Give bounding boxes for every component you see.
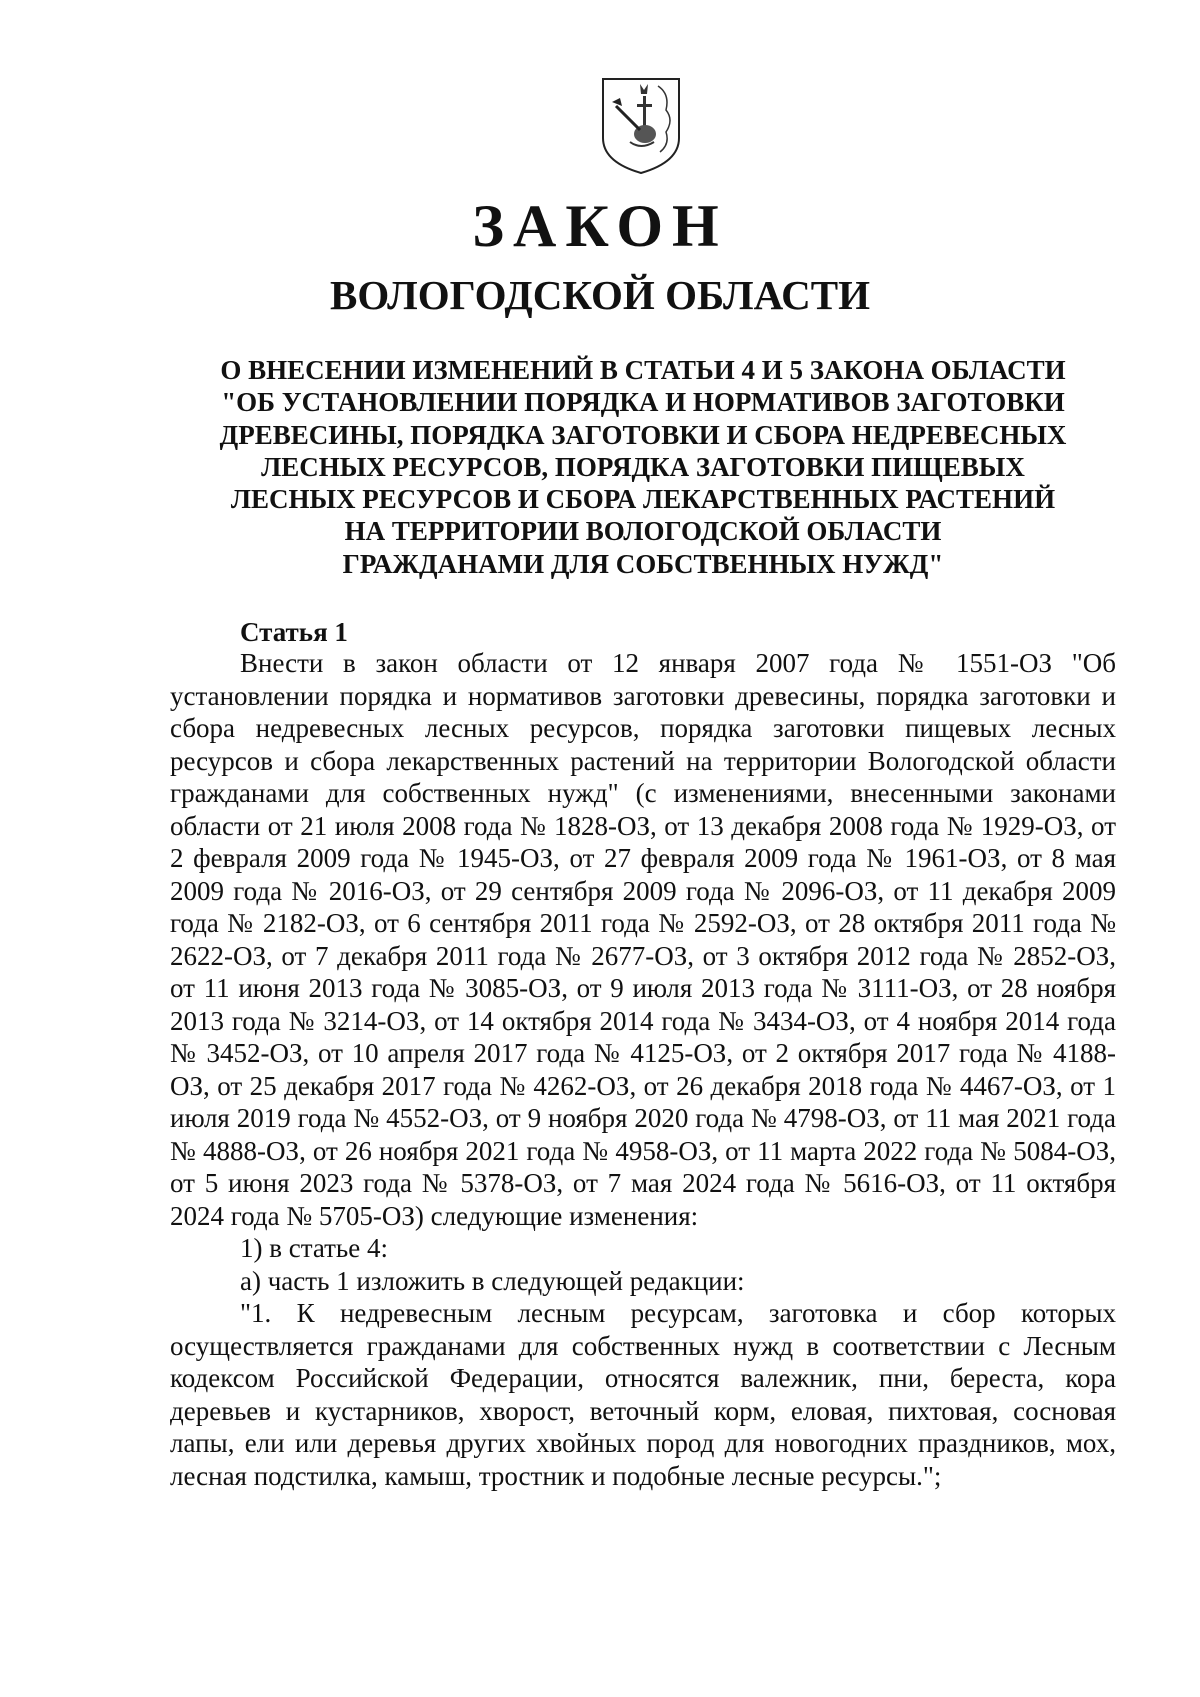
heading-line: ДРЕВЕСИНЫ, ПОРЯДКА ЗАГОТОВКИ И СБОРА НЕДРЕВЕСНЫХ xyxy=(219,419,1067,450)
article-body xyxy=(170,647,1116,1492)
law-heading xyxy=(170,354,1116,580)
quoted-paragraph: "1. К недревесным лесным ресурсам, заготовка и сбор которых осуществляется гражданами для собственных нужд в соответствии с Лесным кодексом Российской Федерации, относятся валежник, пни, береста, кора деревьев и кустарников, хворост, веточный корм, еловая, пихтовая, сосновая лапы, ели или деревья других хвойных пород для новогодних праздников, мох, лесная подстилка, камыш, тростник и подобные лесные ресурсы."; xyxy=(170,1298,1116,1491)
heading-line: ЛЕСНЫХ РЕСУРСОВ И СБОРА ЛЕКАРСТВЕННЫХ РАСТЕНИЙ xyxy=(230,484,1056,515)
heading-line: ГРАЖДАНАМИ ДЛЯ СОБСТВЕННЫХ НУЖД" xyxy=(342,548,944,579)
heading-line: ЛЕСНЫХ РЕСУРСОВ, ПОРЯДКА ЗАГОТОВКИ ПИЩЕВЫХ xyxy=(261,451,1025,482)
heading-line: НА ТЕРРИТОРИИ ВОЛОГОДСКОЙ ОБЛАСТИ xyxy=(344,516,942,547)
heading-line: О ВНЕСЕНИИ ИЗМЕНЕНИЙ В СТАТЬИ 4 И 5 ЗАКОНА ОБЛАСТИ xyxy=(220,355,1066,385)
law-title: ЗАКОН xyxy=(472,193,728,259)
item-1a: а) часть 1 изложить в следующей редакции: xyxy=(240,1265,745,1296)
region-title: ВОЛОГОДСКОЙ ОБЛАСТИ xyxy=(329,272,871,318)
item-1: 1) в статье 4: xyxy=(240,1233,388,1263)
coat-of-arms-icon xyxy=(600,76,682,176)
heading-line: "ОБ УСТАНОВЛЕНИИ ПОРЯДКА И НОРМАТИВОВ ЗАГОТОВКИ xyxy=(221,387,1065,418)
article-title: Статья 1 xyxy=(240,617,348,647)
article-intro-paragraph: Внести в закон области от 12 января 2007 года № 1551-ОЗ "Об установлении порядка и нормативов заготовки древесины, порядка заготовки и сбора недревесных лесных ресурсов, порядка заготовки пищевых лесных ресурсов и сбора лекарственных растений на территории Вологодской области гражданами для собственных нужд" (с изменениями, внесенными законами области от 21 июля 2008 года № 1828-ОЗ, от 13 декабря 2008 года № 1929-ОЗ, от 2 февраля 2009 года № 1945-ОЗ, от 27 февраля 2009 года № 1961-ОЗ, от 8 мая 2009 года № 2016-ОЗ, от 29 сентября 2009 года № 2096-ОЗ, от 11 декабря 2009 года № 2182-ОЗ, от 6 сентября 2011 года № 2592-ОЗ, от 28 октября 2011 года № 2622-ОЗ, от 7 декабря 2011 года № 2677-ОЗ, от 3 октября 2012 года № 2852-ОЗ, от 11 июня 2013 года № 3085-ОЗ, от 9 июля 2013 года № 3111-ОЗ, от 28 ноября 2013 года № 3214-ОЗ, от 14 октября 2014 года № 3434-ОЗ, от 4 ноября 2014 года № 3452-ОЗ, от 10 апреля 2017 года № 4125-ОЗ, от 2 октября 2017 года № 4188-ОЗ, от 25 декабря 2017 года № 4262-ОЗ, от 26 декабря 2018 года № 4467-ОЗ, от 1 июля 2019 года № 4552-ОЗ, от 9 ноября 2020 года № 4798-ОЗ, от 11 мая 2021 года № 4888-ОЗ, от 26 ноября 2021 года № 4958-ОЗ, от 11 марта 2022 года № 5084-ОЗ, от 5 июня 2023 года № 5378-ОЗ, от 7 мая 2024 года № 5616-ОЗ, от 11 октября 2024 года № 5705-ОЗ) следующие изменения: xyxy=(170,648,1116,1231)
